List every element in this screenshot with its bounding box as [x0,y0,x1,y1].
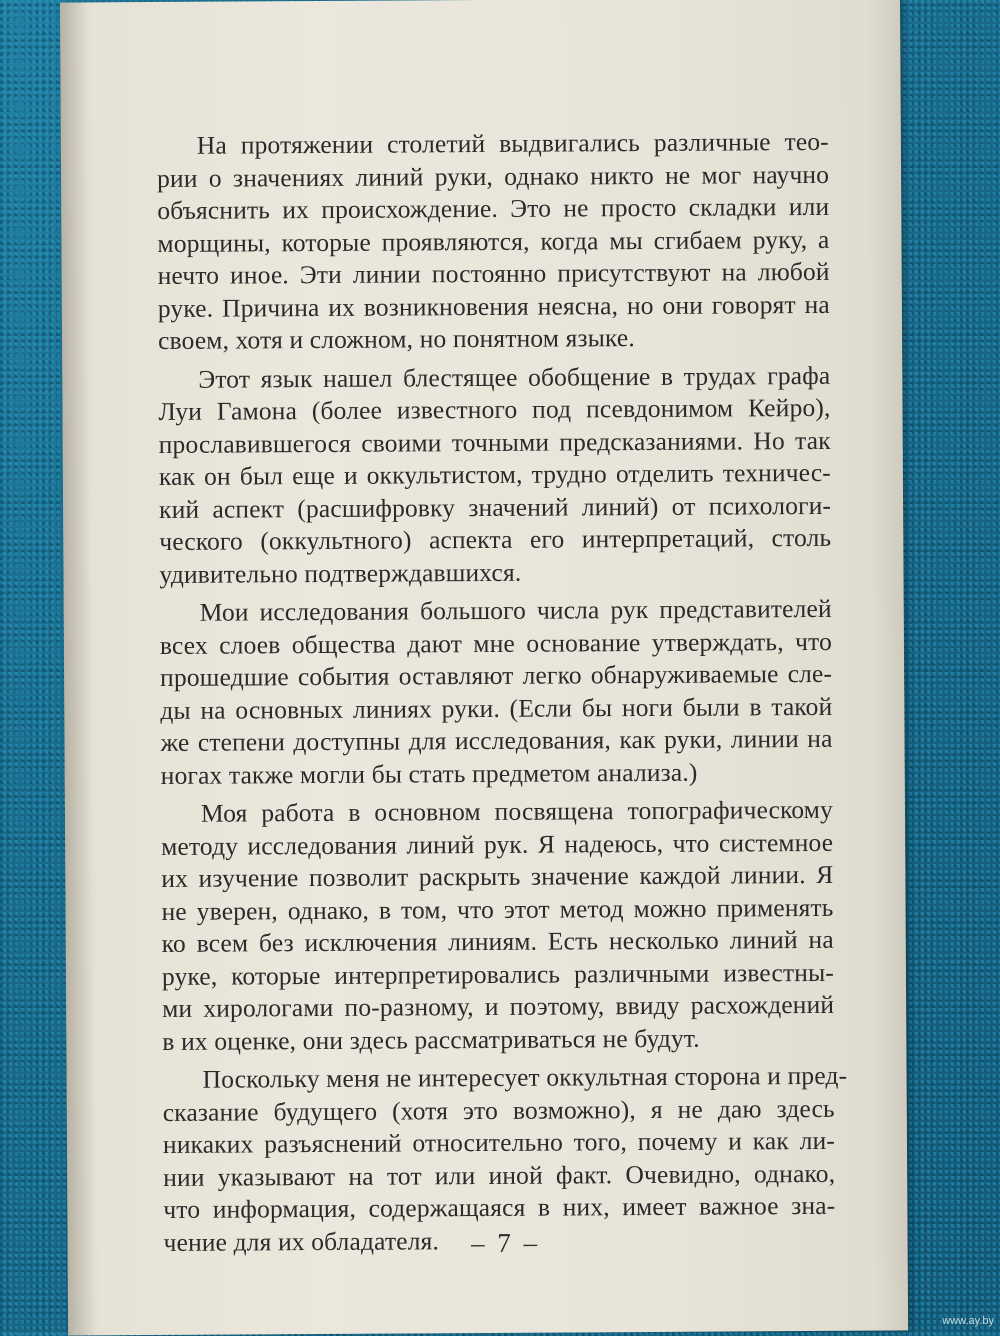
book-page [60,0,908,1336]
text-line: нии указывают на тот или иной факт. Очевидно, однако, [163,1158,836,1192]
text-line: методу исследования линий рук. Я надеюсь, что системное [161,827,834,861]
text-line: На протяжении столетий выдвигались различные тео- [196,126,829,160]
text-line: рии о значениях линий руки, однако никто не мог научно [156,159,830,193]
body-text [156,126,848,1265]
paragraph-3 [160,593,833,792]
text-line: удивительно подтверждавшихся. [159,557,522,589]
text-line: объяснить их происхождение. Это не просто складки или [157,191,830,225]
text-line: всех слоев общества дают мне основание утверждать, что [159,626,833,660]
paragraph-2 [158,359,831,591]
text-line: кий аспект (расшифровку значений линий) от психологи- [159,490,832,524]
text-line: ногах также могли бы стать предметом анализа.) [160,757,698,790]
text-line: руке. Причина их возникновения неясна, но они говорят на [157,289,830,323]
text-line: ко всем без исключения линиям. Есть несколько линий на [161,924,834,958]
text-line: Мои исследования большого числа рук представителей [199,593,832,627]
text-line: не уверен, однако, в том, что этот метод можно применять [161,892,834,926]
paragraph-4 [161,794,835,1058]
text-line: как он был еще и оккультистом, трудно отделить техничес- [158,457,831,491]
text-line: руке, которые интерпретировались различными известны- [161,957,835,991]
text-line: Луи Гамона (более известного под псевдонимом Кейро), [158,392,831,426]
text-line: ческого (оккультного) аспекта его интерпретаций, столь [159,522,832,556]
text-line: прошедшие события оставляют легко обнаруживаемые сле- [160,658,833,692]
text-line: их изучение позволит раскрыть значение каждой линии. Я [161,859,834,893]
text-line: Этот язык нашел блестящее обобщение в трудах графа [198,360,831,394]
text-line: ды на основных линиях руки. (Если бы ноги были в такой [160,691,833,725]
text-line: в их оценке, они здесь рассматриваться не будут. [162,1023,700,1056]
text-line: сказание будущего (хотя это возможно), я не даю здесь [162,1093,835,1127]
text-line: морщины, которые проявляются, когда мы сгибаем руку, а [157,224,830,258]
text-line: Поскольку меня не интересует оккультная сторона и пред- [202,1060,848,1094]
text-line: нечто иное. Эти линии постоянно присутствуют на любой [157,256,830,290]
text-line: ми хирологами по-разному, и поэтому, ввиду расхождений [162,989,835,1023]
text-line: же степени доступны для исследования, как руки, линии на [160,723,833,757]
watermark: www.ay.by [942,1315,994,1327]
text-line: чение для их обладателя. [163,1225,440,1257]
text-line: Моя работа в основном посвящена топографическому [200,794,834,828]
text-line: никаких разъяснений относительно того, почему и как ли- [162,1125,836,1159]
text-line: своем, хотя и сложном, но понятном языке. [157,323,635,355]
text-line: прославившегося своими точными предсказаниями. Но так [158,425,831,459]
page-number: – 7 – [471,1227,541,1259]
paragraph-1 [157,126,830,358]
text-line: что информация, содержащаяся в них, имеет важное зна- [163,1190,836,1224]
